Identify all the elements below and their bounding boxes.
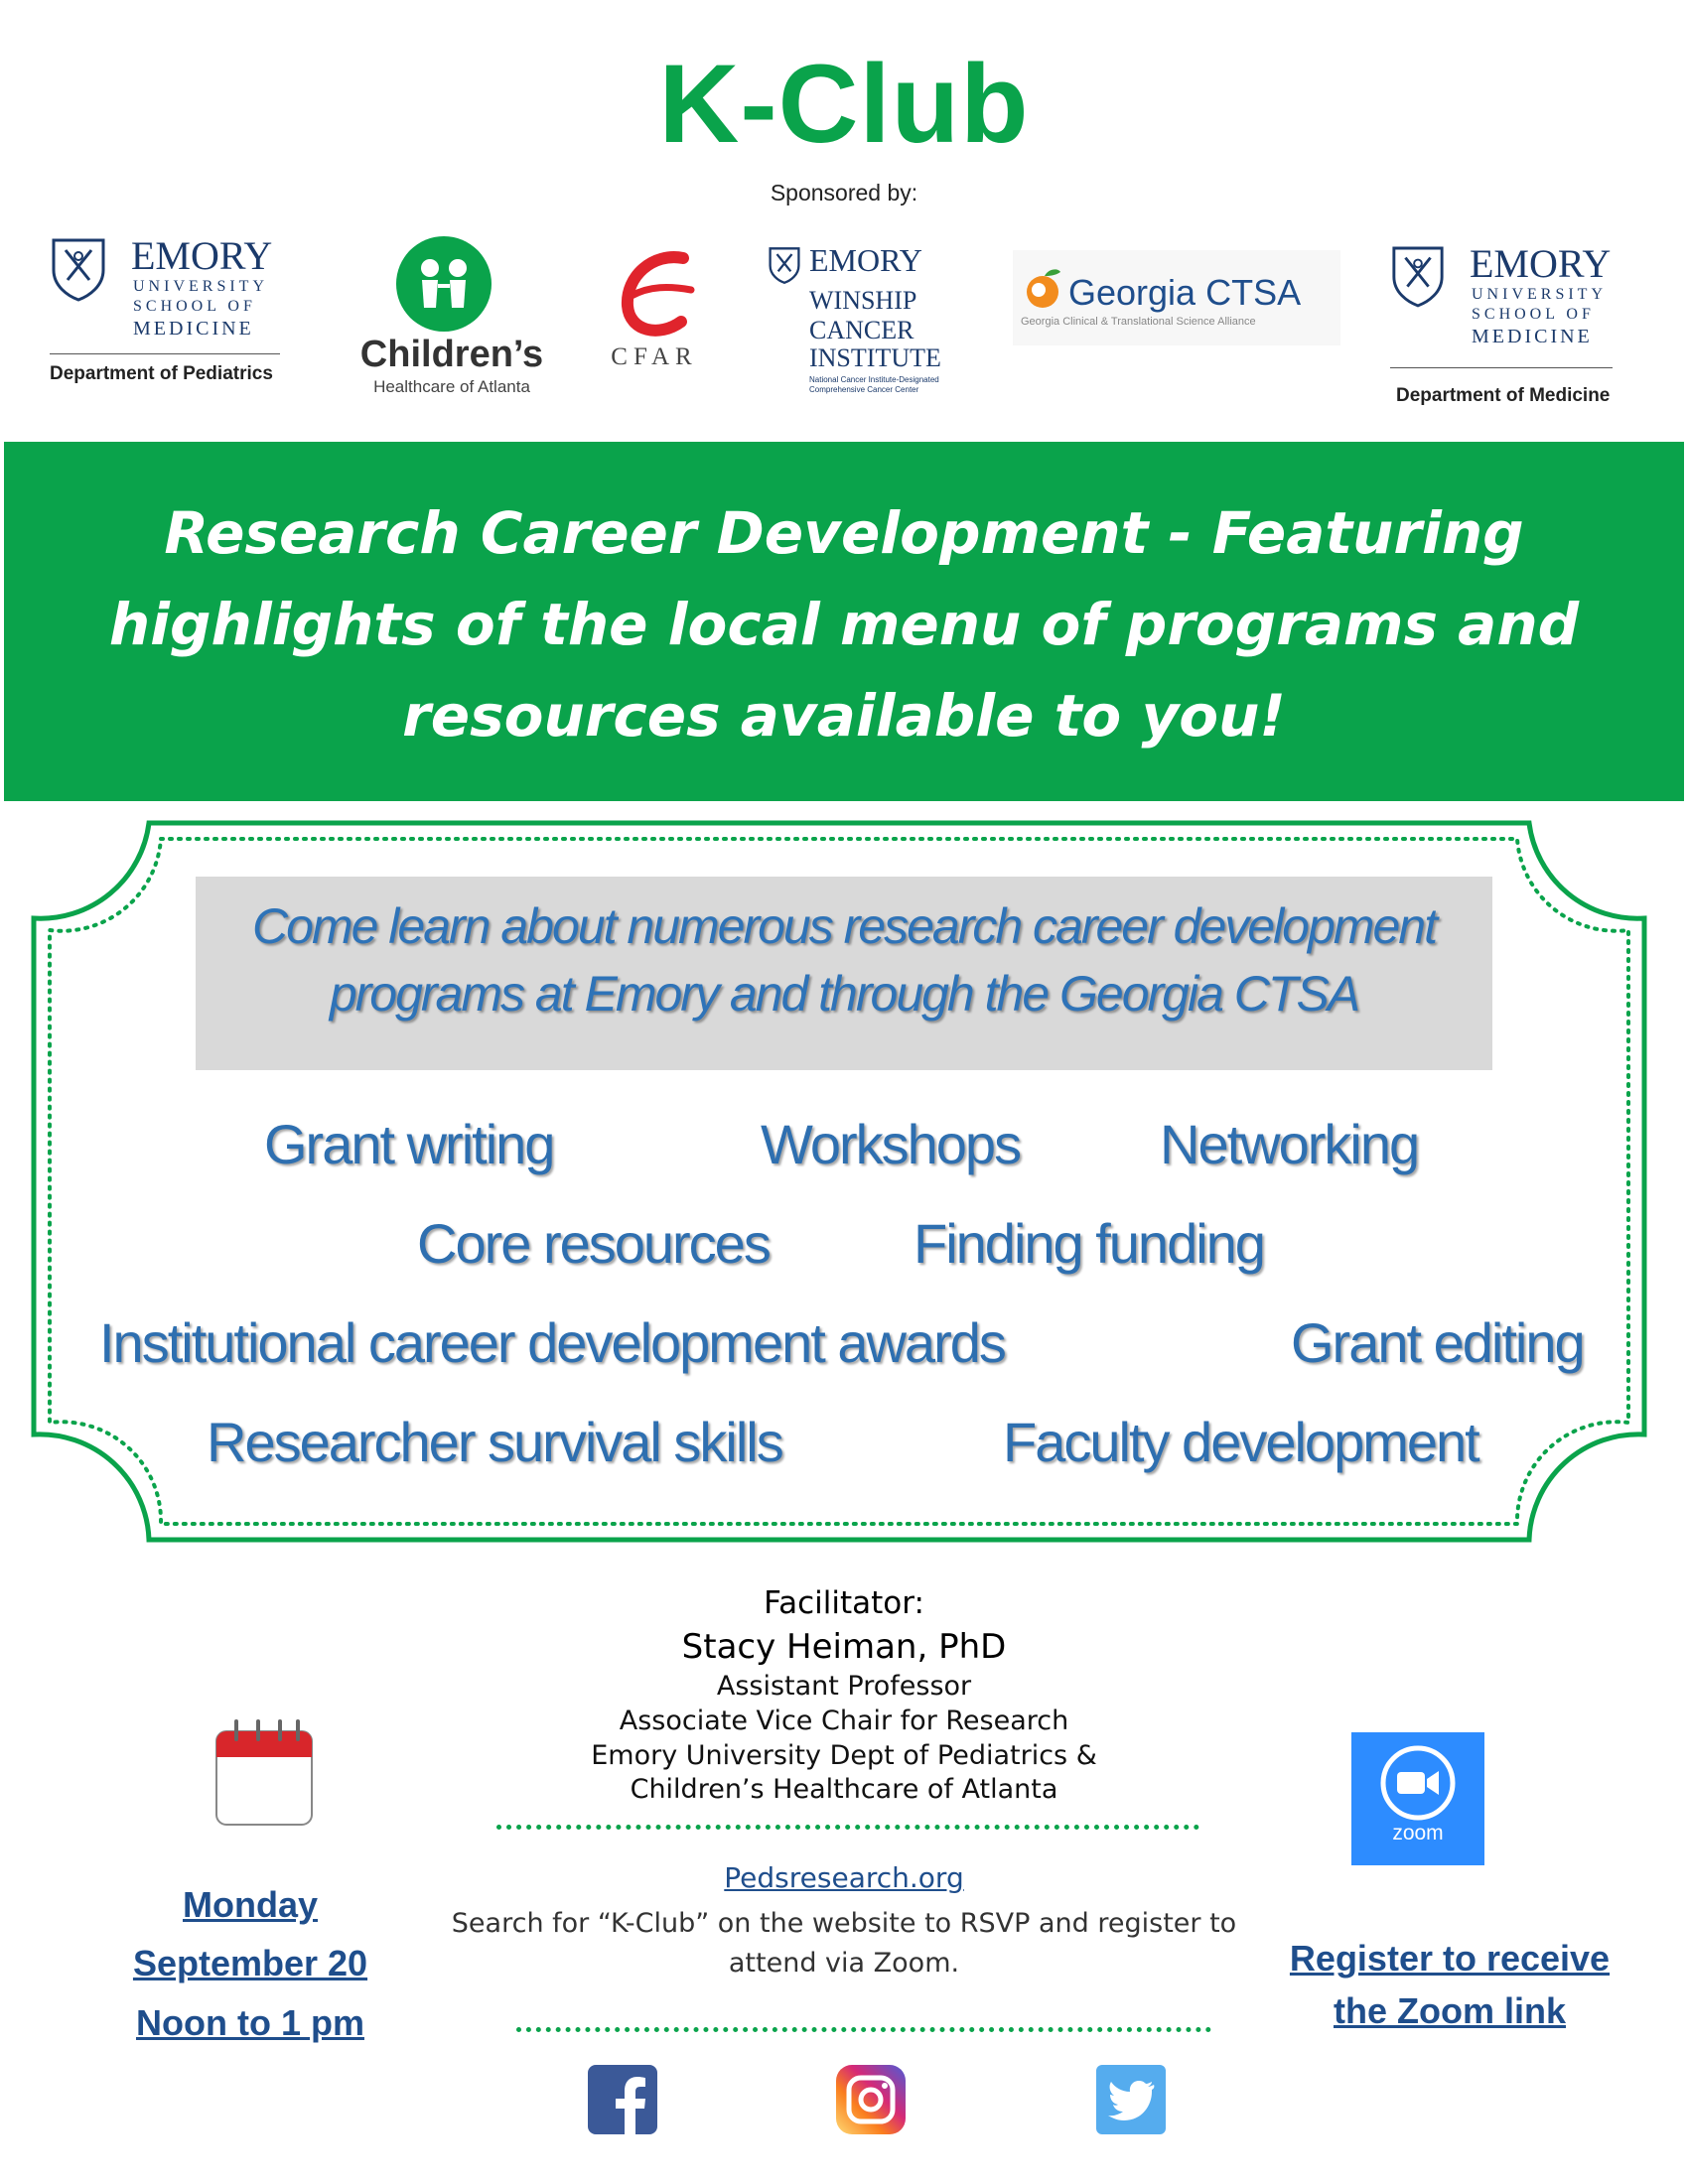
- university-text: UNIVERSITY: [133, 278, 268, 295]
- topic-grant-editing: Grant editing: [1291, 1311, 1584, 1374]
- dept-medicine-text: Department of Medicine: [1396, 385, 1611, 406]
- peach-icon: [1021, 264, 1068, 312]
- medicine-text: MEDICINE: [133, 318, 254, 340]
- intro-box: [196, 877, 1492, 1070]
- intro-text: [196, 892, 1492, 1027]
- divider: [1390, 367, 1613, 368]
- topic-workshops: Workshops: [761, 1113, 1021, 1175]
- headline-banner: [4, 442, 1684, 801]
- zoom-logo[interactable]: [1351, 1732, 1484, 1865]
- facilitator-title-1: Assistant Professor: [716, 1671, 972, 1702]
- georgia-ctsa-logo: [1013, 250, 1340, 345]
- emory-shield-icon: [768, 246, 801, 284]
- winship-tagline-2: Comprehensive Cancer Center: [809, 385, 919, 394]
- topic-institutional-awards: Institutional career development awards: [99, 1311, 1005, 1374]
- twitter-icon[interactable]: [1096, 2065, 1166, 2134]
- topic-finding-funding: Finding funding: [914, 1212, 1264, 1275]
- event-day-link[interactable]: Monday: [182, 1884, 318, 1925]
- medicine-text: MEDICINE: [1472, 326, 1593, 347]
- emory-pediatrics-logo: [50, 233, 288, 405]
- instagram-icon[interactable]: [836, 2065, 906, 2134]
- facilitator-title-2: Associate Vice Chair for Research: [619, 1706, 1069, 1736]
- university-text: UNIVERSITY: [1472, 286, 1607, 303]
- event-time-link[interactable]: Noon to 1 pm: [136, 2002, 364, 2043]
- register-zoom-link-2[interactable]: the Zoom link: [1334, 1990, 1566, 2031]
- headline-text: [4, 487, 1684, 761]
- topic-networking: Networking: [1160, 1113, 1419, 1175]
- childrens-wordmark: Children’s: [359, 334, 544, 375]
- childrens-subtitle: Healthcare of Atlanta: [373, 377, 530, 396]
- divider: [496, 1825, 1199, 1830]
- facebook-icon[interactable]: [588, 2065, 657, 2134]
- school-of-text: SCHOOL OF: [1472, 306, 1595, 323]
- childrens-kids-icon: [394, 234, 493, 334]
- topic-grant-writing: Grant writing: [264, 1113, 554, 1175]
- institute-text: INSTITUTE: [809, 343, 941, 372]
- event-date-link[interactable]: September 20: [132, 1943, 368, 1983]
- sponsored-by-label: Sponsored by:: [770, 180, 918, 205]
- winship-tagline-1: National Cancer Institute-Designated: [809, 375, 939, 384]
- dept-pediatrics-text: Department of Pediatrics: [50, 363, 273, 384]
- winship-text: WINSHIP: [809, 286, 917, 315]
- divider: [50, 353, 280, 354]
- divider: [516, 2027, 1211, 2032]
- cfar-logo: [600, 246, 709, 375]
- childrens-healthcare-logo: [348, 234, 556, 403]
- emory-shield-icon: [1390, 244, 1446, 308]
- georgia-ctsa-wordmark: Georgia CTSA: [1068, 272, 1302, 313]
- emory-wordmark: EMORY: [809, 242, 922, 278]
- cfar-wordmark: CFAR: [611, 343, 698, 370]
- intro-line-1: Come learn about numerous research career development: [252, 898, 1436, 954]
- headline-line-2: highlights of the local menu of programs and: [108, 591, 1580, 658]
- topic-core-resources: Core resources: [417, 1212, 770, 1275]
- calendar-icon: [212, 1717, 316, 1829]
- zoom-wordmark: zoom: [1392, 1822, 1444, 1844]
- headline-line-3: resources available to you!: [402, 682, 1286, 750]
- page-title: K-Club: [658, 42, 1030, 166]
- emory-wordmark: EMORY: [1470, 241, 1612, 286]
- emory-wordmark: EMORY: [131, 233, 273, 278]
- emory-shield-icon: [50, 236, 107, 302]
- register-zoom-link-1[interactable]: Register to receive: [1289, 1938, 1611, 1979]
- facilitator-title-4: Children’s Healthcare of Atlanta: [630, 1774, 1058, 1805]
- facilitator-label: Facilitator:: [764, 1585, 924, 1621]
- pedsresearch-link[interactable]: Pedsresearch.org: [724, 1861, 964, 1894]
- topic-survival-skills: Researcher survival skills: [207, 1411, 782, 1473]
- georgia-ctsa-subtitle: Georgia Clinical & Translational Science Alliance: [1021, 316, 1256, 328]
- facilitator-name: Stacy Heiman, PhD: [681, 1627, 1007, 1667]
- cancer-text: CANCER: [809, 316, 914, 344]
- topic-faculty-development: Faculty development: [1003, 1411, 1478, 1473]
- winship-cancer-institute-logo: [768, 244, 966, 403]
- intro-line-2: programs at Emory and through the Georgia CTSA: [329, 966, 1359, 1022]
- emory-medicine-logo: [1390, 241, 1628, 413]
- school-of-text: SCHOOL OF: [133, 298, 256, 315]
- headline-line-1: Research Career Development - Featuring: [164, 499, 1524, 567]
- cfar-swoosh-icon: [604, 246, 703, 345]
- rsvp-instructions: Search for “K-Club” on the website to RSVP and register to attend via Zoom.: [451, 1908, 1237, 1979]
- facilitator-title-3: Emory University Dept of Pediatrics &: [591, 1740, 1097, 1771]
- zoom-camera-icon: [1379, 1744, 1457, 1822]
